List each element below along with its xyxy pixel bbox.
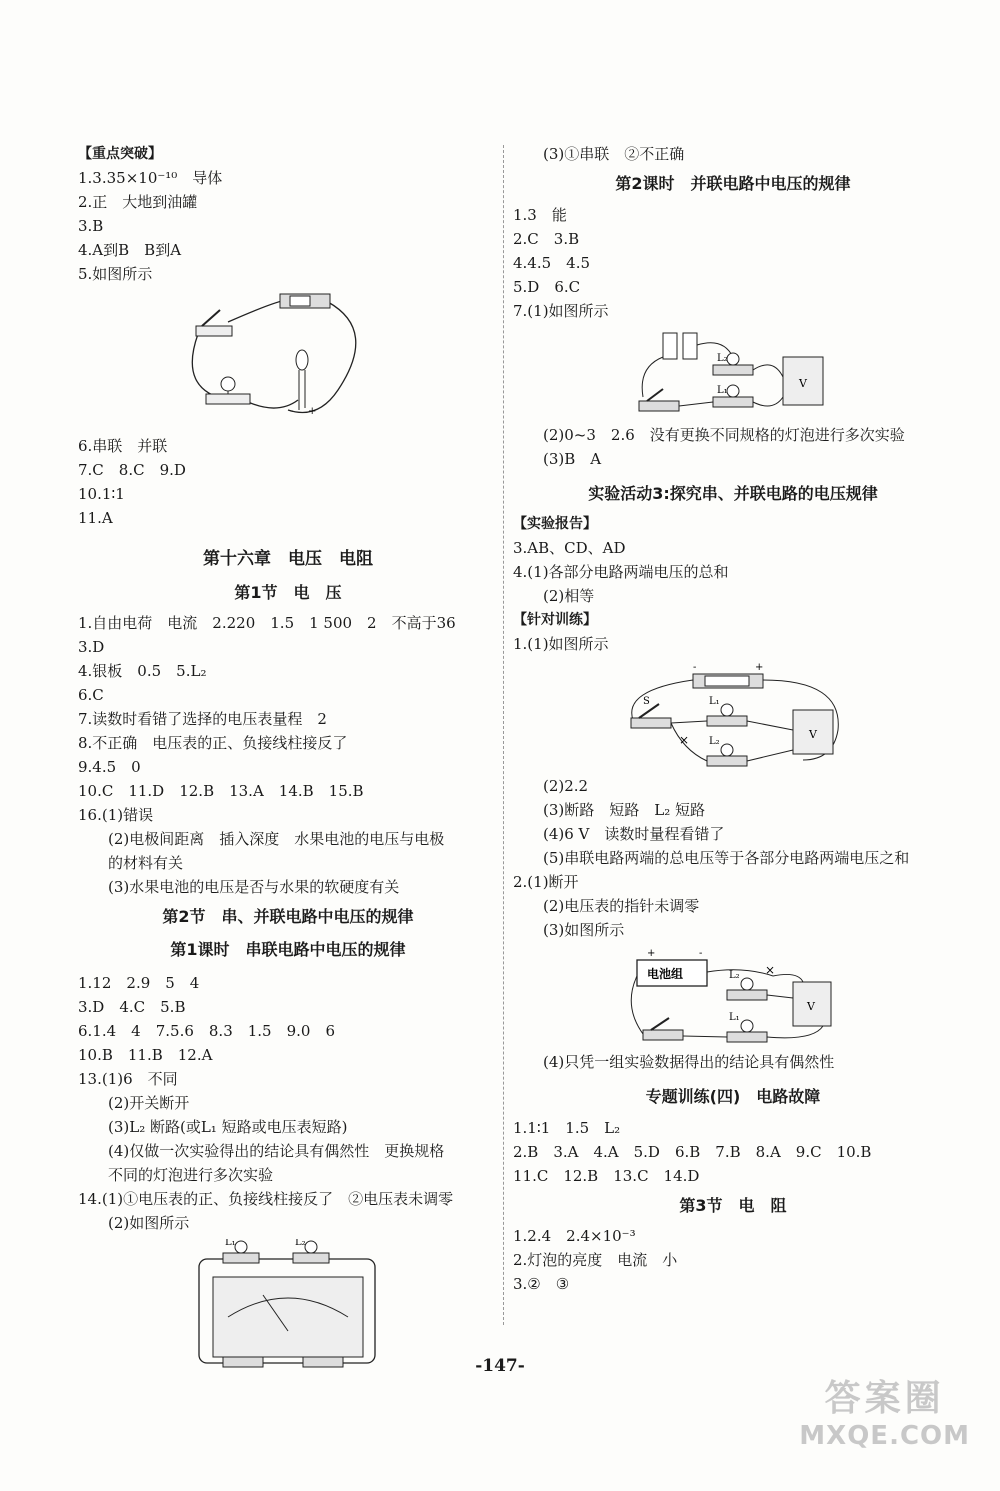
answer-line: (2)2.2 xyxy=(543,777,589,795)
answer-line: 3.D xyxy=(78,638,105,656)
answer-line: 8.不正确 电压表的正、负接线柱接反了 xyxy=(78,734,348,752)
section-tag: 【针对训练】 xyxy=(513,612,597,628)
answer-line: 1.3.35×10⁻¹⁰ 导体 xyxy=(78,169,223,187)
answer-line: 5.如图所示 xyxy=(78,265,153,283)
plus-label: + xyxy=(647,948,656,959)
answer-line: 7.C 8.C 9.D xyxy=(78,461,186,479)
answer-line: 3.② ③ xyxy=(513,1275,570,1293)
answer-line: 3.D 4.C 5.B xyxy=(78,998,186,1016)
answer-line: (3)①串联 ②不正确 xyxy=(543,145,685,163)
circuit-figure-series-voltmeter xyxy=(193,1239,383,1374)
section-title: 实验活动3:探究串、并联电路的电压规律 xyxy=(588,484,878,503)
answer-line: 2.正 大地到油罐 xyxy=(78,193,198,211)
answer-line: 1.(1)如图所示 xyxy=(513,635,609,653)
section-title: 第2节 串、并联电路中电压的规律 xyxy=(162,907,414,926)
lamp-label: L₂ xyxy=(717,353,728,364)
answer-line: 1.12 2.9 5 4 xyxy=(78,974,200,992)
svg-text:×: × xyxy=(765,963,776,977)
answer-line: 2.灯泡的亮度 电流 小 xyxy=(513,1251,678,1269)
section-title: 专题训练(四) 电路故障 xyxy=(645,1087,821,1106)
answer-line: 1.3 能 xyxy=(513,206,567,224)
answer-line: (2)相等 xyxy=(543,587,595,605)
answer-line: 6.串联 并联 xyxy=(78,437,168,455)
answer-line: 1.2.4 2.4×10⁻³ xyxy=(513,1227,636,1245)
answer-line: 11.C 12.B 13.C 14.D xyxy=(513,1167,700,1185)
switch-label: S xyxy=(643,696,650,707)
answer-line: 10.C 11.D 12.B 13.A 14.B 15.B xyxy=(78,782,364,800)
voltmeter-label: V xyxy=(799,377,807,390)
answer-line: 不同的灯泡进行多次实验 xyxy=(108,1166,274,1184)
answer-line: 6.1.4 4 7.5.6 8.3 1.5 9.0 6 xyxy=(78,1022,335,1040)
voltmeter-label: V xyxy=(807,1000,815,1013)
column-divider xyxy=(503,145,504,1325)
watermark-title: 答案圈 xyxy=(824,1378,945,1419)
lamp-label: L₁ xyxy=(729,1012,740,1023)
answer-line: (2)电极间距离 插入深度 水果电池的电压与电极 xyxy=(108,830,445,848)
page-number: -147- xyxy=(475,1356,525,1376)
answer-line: 9.4.5 0 xyxy=(78,758,141,776)
watermark-logo xyxy=(799,1370,970,1451)
answer-line: 4.银板 0.5 5.L₂ xyxy=(78,662,207,680)
answer-line: 4.(1)各部分电路两端电压的总和 xyxy=(513,563,729,581)
watermark-url: MXQE.COM xyxy=(799,1421,970,1451)
circuit-figure-parallel-voltmeter xyxy=(633,327,833,419)
minus-label: - xyxy=(699,948,703,959)
answer-line: 1.自由电荷 电流 2.220 1.5 1 500 2 不高于36 xyxy=(78,614,456,632)
answer-line: 2.B 3.A 4.A 5.D 6.B 7.B 8.A 9.C 10.B xyxy=(513,1143,872,1161)
answer-line: (3)B A xyxy=(543,450,602,468)
answer-line: (3)如图所示 xyxy=(543,921,625,939)
section-tag: 【实验报告】 xyxy=(513,516,597,532)
answer-line: (4)仅做一次实验得出的结论具有偶然性 更换规格 xyxy=(108,1142,445,1160)
circuit-figure-series-check xyxy=(613,660,853,770)
answer-line: (3)水果电池的电压是否与水果的软硬度有关 xyxy=(108,878,400,896)
answer-line: 4.A到B B到A xyxy=(78,241,182,259)
answer-line: 11.A xyxy=(78,509,113,527)
lesson-title: 第2课时 并联电路中电压的规律 xyxy=(615,174,851,193)
answer-line: (4)只凭一组实验数据得出的结论具有偶然性 xyxy=(543,1053,835,1071)
answer-line: (3)断路 短路 L₂ 短路 xyxy=(543,801,705,819)
lesson-title: 第1课时 串联电路中电压的规律 xyxy=(170,940,406,959)
answer-line: (2)0~3 2.6 没有更换不同规格的灯泡进行多次实验 xyxy=(543,426,905,444)
answer-line: 7.(1)如图所示 xyxy=(513,302,609,320)
answer-line: (5)串联电路两端的总电压等于各部分电路两端电压之和 xyxy=(543,849,910,867)
minus-label: - xyxy=(693,662,697,673)
answer-line: (2)开关断开 xyxy=(108,1094,190,1112)
answer-line: 10.B 11.B 12.A xyxy=(78,1046,213,1064)
answer-line: 4.4.5 4.5 xyxy=(513,254,591,272)
answer-line: (4)6 V 读数时量程看错了 xyxy=(543,825,725,843)
section-title: 第3节 电 阻 xyxy=(679,1196,787,1215)
answer-line: 3.AB、CD、AD xyxy=(513,539,626,557)
answer-line: 3.B xyxy=(78,217,104,235)
answer-line: 6.C xyxy=(78,686,104,704)
lamp-label: L₂ xyxy=(295,1239,306,1248)
lamp-label: L₁ xyxy=(717,385,728,396)
plus-label: + xyxy=(308,406,317,417)
lamp-label: L₂ xyxy=(709,736,720,747)
answer-line: 7.读数时看错了选择的电压表量程 2 xyxy=(78,710,327,728)
svg-text:×: × xyxy=(679,733,690,747)
answer-line: 16.(1)错误 xyxy=(78,806,154,824)
lamp-label: L₂ xyxy=(729,970,740,981)
answer-line: (2)电压表的指针未调零 xyxy=(543,897,700,915)
lamp-label: L₁ xyxy=(225,1239,236,1248)
plus-label: + xyxy=(755,662,764,673)
answer-line: 1.1∶1 1.5 L₂ xyxy=(513,1119,621,1137)
right-column xyxy=(513,142,953,1296)
circuit-figure-led xyxy=(188,290,388,430)
battery-label: 电池组 xyxy=(647,967,684,981)
voltmeter-label: V xyxy=(809,728,817,741)
answer-line: 14.(1)①电压表的正、负接线柱接反了 ②电压表未调零 xyxy=(78,1190,454,1208)
left-column xyxy=(78,142,498,1378)
answer-line: 的材料有关 xyxy=(108,854,184,872)
answer-line: 2.C 3.B xyxy=(513,230,580,248)
answer-line: (2)如图所示 xyxy=(108,1214,190,1232)
section-tag: 【重点突破】 xyxy=(78,146,162,162)
circuit-figure-battery-pack xyxy=(623,946,843,1046)
answer-line: 10.1∶1 xyxy=(78,485,125,503)
lamp-label: L₁ xyxy=(709,696,720,707)
answer-line: (3)L₂ 断路(或L₁ 短路或电压表短路) xyxy=(108,1118,348,1136)
section-title: 第1节 电 压 xyxy=(234,583,342,602)
minus-label: - xyxy=(290,406,294,417)
answer-line: 13.(1)6 不同 xyxy=(78,1070,178,1088)
answer-line: 5.D 6.C xyxy=(513,278,581,296)
chapter-title: 第十六章 电压 电阻 xyxy=(203,549,373,569)
answer-line: 2.(1)断开 xyxy=(513,873,579,891)
